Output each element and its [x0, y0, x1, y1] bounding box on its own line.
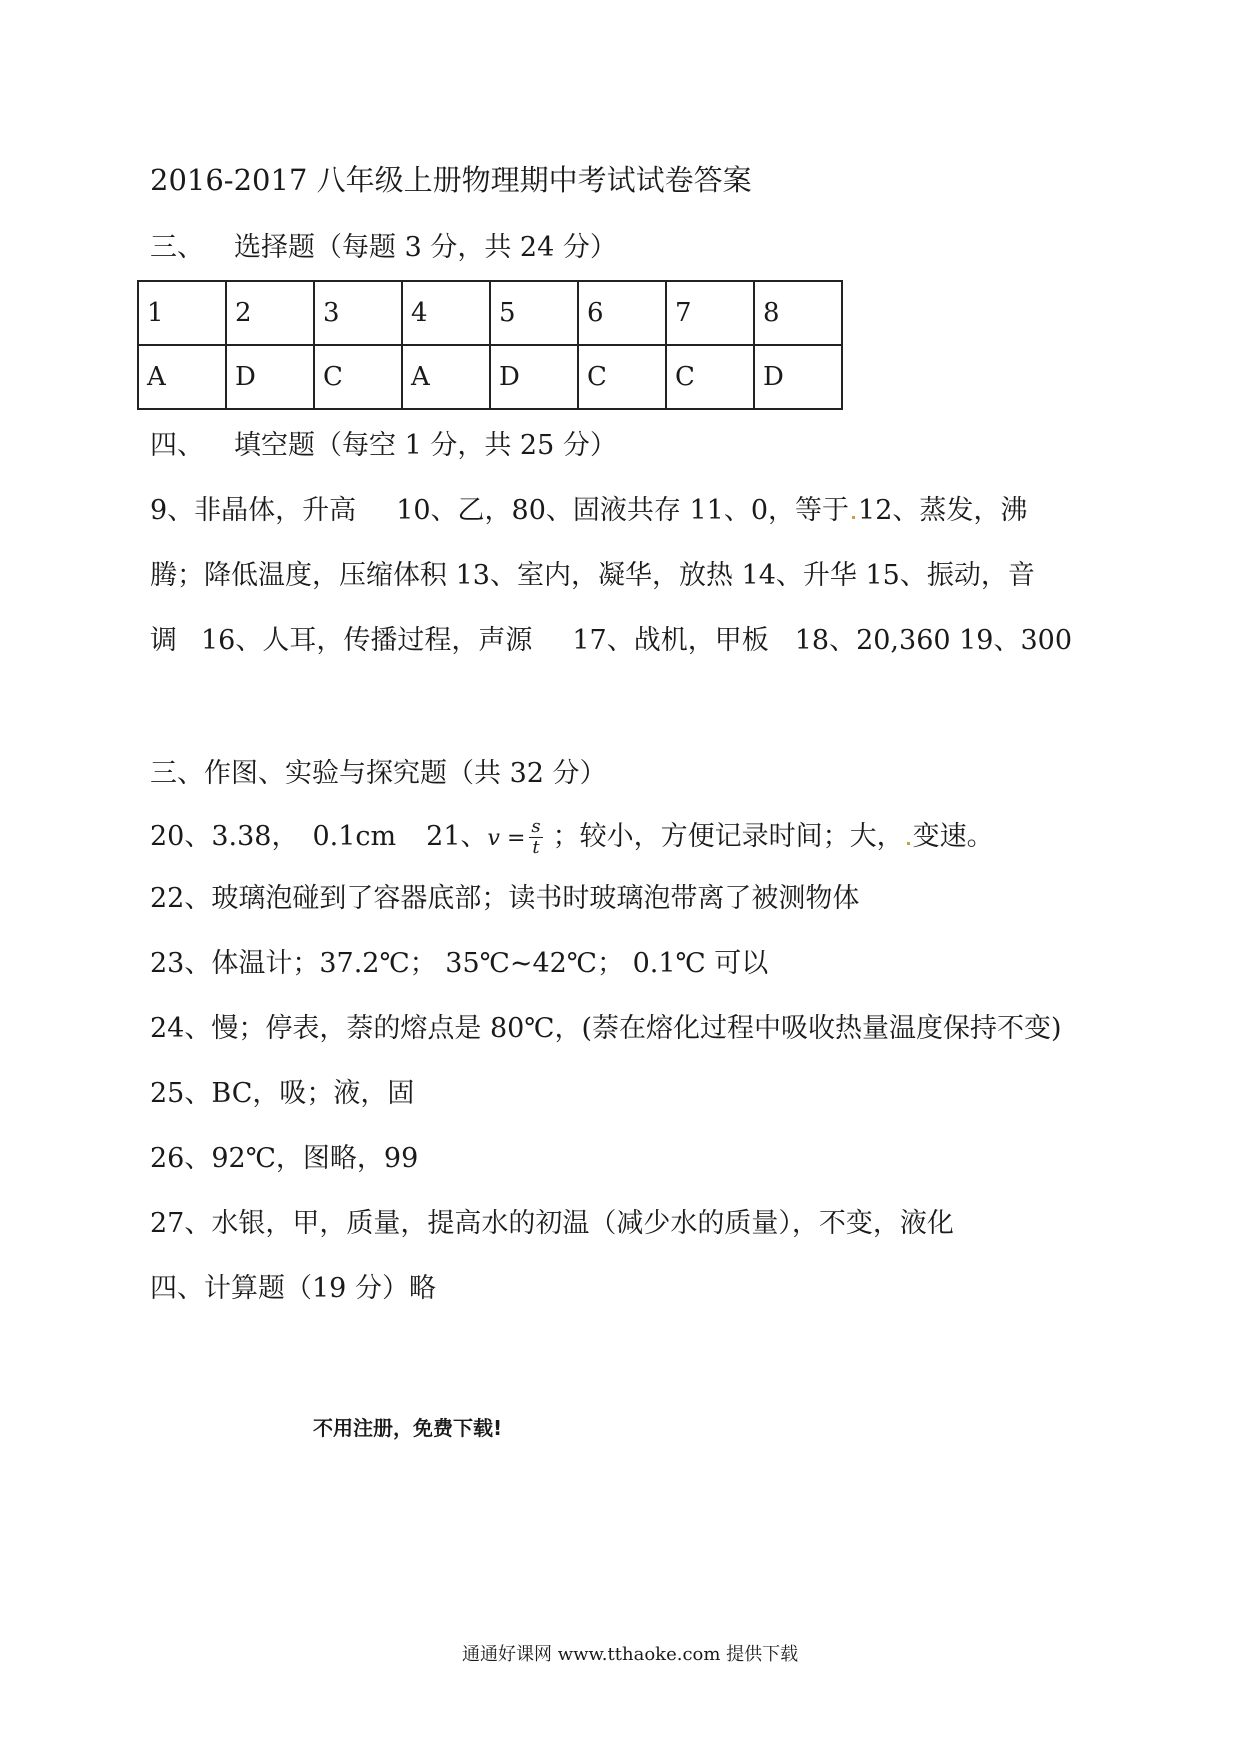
answer-cell: A [138, 345, 226, 409]
answer-line-25: 25、BC，吸；液，固 [150, 1078, 415, 1109]
formula-numerator: s [531, 816, 541, 837]
fill-answer-line-3 [150, 623, 1100, 659]
section-calculation-heading: 四、计算题（19 分）略 [150, 1273, 436, 1304]
answer-segment: 0.1cm [312, 821, 397, 852]
question-number-cell: 3 [314, 281, 402, 345]
answer-cell: D [490, 345, 578, 409]
section-label: 填空题（每空 1 分，共 25 分） [234, 430, 617, 461]
answer-cell: C [666, 345, 754, 409]
mark-dot [852, 516, 855, 519]
answer-line-24: 24、慢；停表，萘的熔点是 80℃，(萘在熔化过程中吸收热量温度保持不变) [150, 1013, 1062, 1044]
site-footer: 通通好课网 www.tthaoke.com 提供下载 [462, 1644, 799, 1665]
free-download-notice: 不用注册，免费下载! [313, 1416, 503, 1440]
answer-segment: 21、 [426, 821, 488, 852]
section-number: 四、 [150, 430, 204, 461]
answer-line-27: 27、水银，甲，质量，提高水的初温（减少水的质量），不变，液化 [150, 1208, 954, 1239]
fill-segment: 9、非晶体，升高 [150, 495, 357, 526]
answer-segment: ；较小，方便记录时间；大， [552, 821, 904, 852]
fill-segment: 17、战机，甲板 [572, 625, 769, 656]
question-number-cell: 5 [490, 281, 578, 345]
answer-line-26: 26、92℃，图略，99 [150, 1143, 419, 1174]
mark-dot [907, 842, 910, 845]
section-experiment-heading: 三、作图、实验与探究题（共 32 分） [150, 758, 607, 789]
question-number-cell: 1 [138, 281, 226, 345]
velocity-formula [529, 817, 542, 858]
section-choice-heading [150, 230, 617, 266]
answer-cell: D [226, 345, 314, 409]
answer-cell: C [314, 345, 402, 409]
question-number-cell: 8 [754, 281, 842, 345]
fill-segment: 腾；降低温度，压缩体积 13、室内，凝华，放热 14、升华 15、振动，音 [150, 560, 1035, 591]
question-number-cell: 2 [226, 281, 314, 345]
choice-answer-table [137, 280, 843, 410]
answer-cell: C [578, 345, 666, 409]
answer-line-20-21 [150, 817, 1100, 858]
question-number-row [138, 281, 842, 345]
answer-line-23: 23、体温计；37.2℃； 35℃~42℃； 0.1℃ 可以 [150, 948, 769, 979]
page-title: 2016-2017 八年级上册物理期中考试试卷答案 [150, 163, 752, 197]
answer-segment: 20、3.38， [150, 821, 299, 852]
answer-row [138, 345, 842, 409]
fill-segment: 12、蒸发，沸 [858, 495, 1028, 526]
answer-cell: A [402, 345, 490, 409]
question-number-cell: 6 [578, 281, 666, 345]
fill-segment: 16、人耳，传播过程，声源 [201, 625, 533, 656]
section-fill-heading [150, 428, 617, 464]
question-number-cell: 7 [666, 281, 754, 345]
fill-segment: 调 [150, 625, 177, 656]
answer-segment: 变速。 [912, 821, 994, 852]
formula-denominator: t [532, 837, 540, 858]
section-number: 三、 [150, 232, 204, 263]
fill-answer-line-2 [150, 558, 1100, 594]
fill-answer-line-1 [150, 493, 1100, 529]
question-number-cell: 4 [402, 281, 490, 345]
answer-cell: D [754, 345, 842, 409]
section-label: 选择题（每题 3 分，共 24 分） [234, 232, 617, 263]
fill-segment: 18、20,360 19、300 [794, 625, 1073, 656]
answer-line-22: 22、玻璃泡碰到了容器底部；读书时玻璃泡带离了被测物体 [150, 883, 860, 914]
fill-segment: 10、乙，80、固液共存 11、0，等于 [396, 495, 850, 526]
formula-lhs: v = [487, 826, 526, 851]
